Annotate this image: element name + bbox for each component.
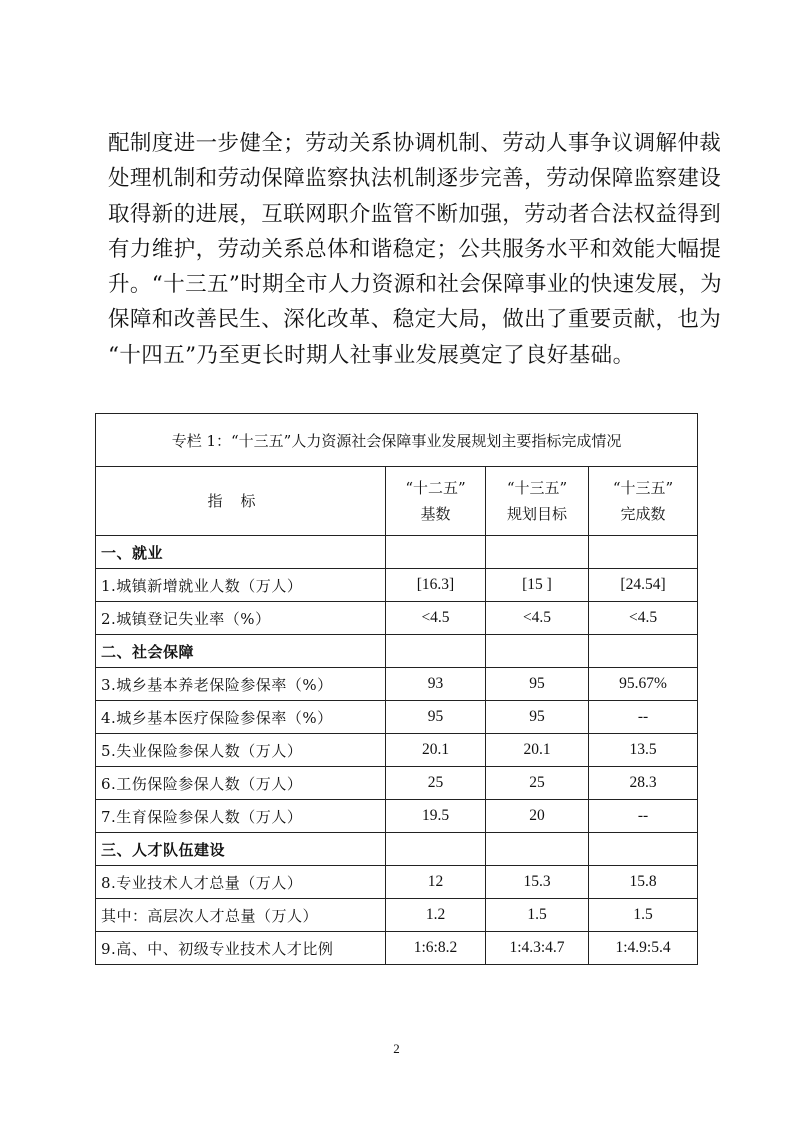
baseline-cell: 12	[386, 866, 486, 899]
header-target-line1: “十三五”	[506, 479, 568, 497]
baseline-cell: [16.3]	[386, 569, 486, 602]
header-baseline	[386, 467, 486, 536]
target-cell: 1.5	[486, 899, 589, 932]
indicator-table	[95, 413, 698, 965]
actual-cell: [24.54]	[589, 569, 698, 602]
baseline-cell: <4.5	[386, 602, 486, 635]
target-cell: 1:4.3:4.7	[486, 932, 589, 965]
paragraph-line: 配制度进一步健全；劳动关系协调机制、劳动人事争议调解仲裁	[108, 131, 722, 156]
table-row	[96, 569, 698, 602]
paragraph-line: 取得新的进展，互联网职介监管不断加强，劳动者合法权益得到	[108, 201, 722, 227]
table-row	[96, 602, 698, 635]
paragraph-line: 保障和改善民生、深化改革、稳定大局，做出了重要贡献，也为	[108, 307, 722, 333]
actual-cell	[589, 635, 698, 668]
table-header-row	[96, 467, 698, 536]
header-actual	[589, 467, 698, 536]
indicator-cell: 一、就业	[96, 536, 386, 569]
actual-cell: 15.8	[589, 866, 698, 899]
actual-cell: <4.5	[589, 602, 698, 635]
indicator-cell: 其中：高层次人才总量（万人）	[96, 899, 386, 932]
actual-cell: 28.3	[589, 767, 698, 800]
actual-cell	[589, 536, 698, 569]
table-row	[96, 668, 698, 701]
header-actual-line2: 完成数	[620, 505, 666, 523]
table-section-row	[96, 635, 698, 668]
indicator-cell: 9.高、中、初级专业技术人才比例	[96, 932, 386, 965]
target-cell: 20	[486, 800, 589, 833]
table-row	[96, 701, 698, 734]
header-baseline-line1: “十二五”	[405, 479, 466, 497]
table-caption-row	[96, 414, 698, 467]
indicator-cell: 8.专业技术人才总量（万人）	[96, 866, 386, 899]
actual-cell: --	[589, 701, 698, 734]
header-actual-line1: “十三五”	[612, 479, 674, 497]
table-row	[96, 734, 698, 767]
actual-cell: 1:4.9:5.4	[589, 932, 698, 965]
baseline-cell	[386, 536, 486, 569]
baseline-cell: 20.1	[386, 734, 486, 767]
target-cell: 15.3	[486, 866, 589, 899]
paragraph-line: 升。“十三五”时期全市人力资源和社会保障事业的快速发展，为	[108, 272, 723, 298]
paragraph-line: “十四五”乃至更长时期人社事业发展奠定了良好基础。	[108, 342, 635, 368]
table-section-row	[96, 833, 698, 866]
actual-cell	[589, 833, 698, 866]
target-cell	[486, 536, 589, 569]
target-cell: <4.5	[486, 602, 589, 635]
target-cell: 25	[486, 767, 589, 800]
target-cell: 95	[486, 668, 589, 701]
indicator-cell: 5.失业保险参保人数（万人）	[96, 734, 386, 767]
baseline-cell: 25	[386, 767, 486, 800]
baseline-cell: 19.5	[386, 800, 486, 833]
baseline-cell: 1.2	[386, 899, 486, 932]
header-target	[486, 467, 589, 536]
table-section-row	[96, 536, 698, 569]
paragraph-line: 处理机制和劳动保障监察执法机制逐步完善，劳动保障监察建设	[108, 166, 722, 192]
indicator-cell: 4.城乡基本医疗保险参保率（%）	[96, 701, 386, 734]
target-cell: [15 ]	[486, 569, 589, 602]
table-row	[96, 767, 698, 800]
target-cell: 95	[486, 701, 589, 734]
baseline-cell: 93	[386, 668, 486, 701]
target-cell: 20.1	[486, 734, 589, 767]
table-row	[96, 899, 698, 932]
indicator-cell: 三、人才队伍建设	[96, 833, 386, 866]
table-caption: 专栏 1：“十三五”人力资源社会保障事业发展规划主要指标完成情况	[96, 414, 698, 467]
indicator-cell: 3.城乡基本养老保险参保率（%）	[96, 668, 386, 701]
table-row	[96, 932, 698, 965]
baseline-cell: 95	[386, 701, 486, 734]
target-cell	[486, 635, 589, 668]
table-row	[96, 866, 698, 899]
baseline-cell	[386, 635, 486, 668]
indicator-cell: 2.城镇登记失业率（%）	[96, 602, 386, 635]
actual-cell: --	[589, 800, 698, 833]
table-row	[96, 800, 698, 833]
baseline-cell	[386, 833, 486, 866]
header-target-line2: 规划目标	[506, 505, 567, 523]
header-indicator: 指标	[96, 467, 386, 536]
indicator-cell: 二、社会保障	[96, 635, 386, 668]
baseline-cell: 1:6:8.2	[386, 932, 486, 965]
page-number: 2	[393, 1041, 400, 1056]
paragraph-line: 有力维护，劳动关系总体和谐稳定；公共服务水平和效能大幅提	[108, 236, 722, 262]
target-cell	[486, 833, 589, 866]
indicator-cell: 7.生育保险参保人数（万人）	[96, 800, 386, 833]
actual-cell: 95.67%	[589, 668, 698, 701]
header-baseline-line2: 基数	[420, 505, 451, 523]
indicator-cell: 6.工伤保险参保人数（万人）	[96, 767, 386, 800]
indicator-cell: 1.城镇新增就业人数（万人）	[96, 569, 386, 602]
body-paragraph	[108, 126, 723, 373]
actual-cell: 13.5	[589, 734, 698, 767]
actual-cell: 1.5	[589, 899, 698, 932]
